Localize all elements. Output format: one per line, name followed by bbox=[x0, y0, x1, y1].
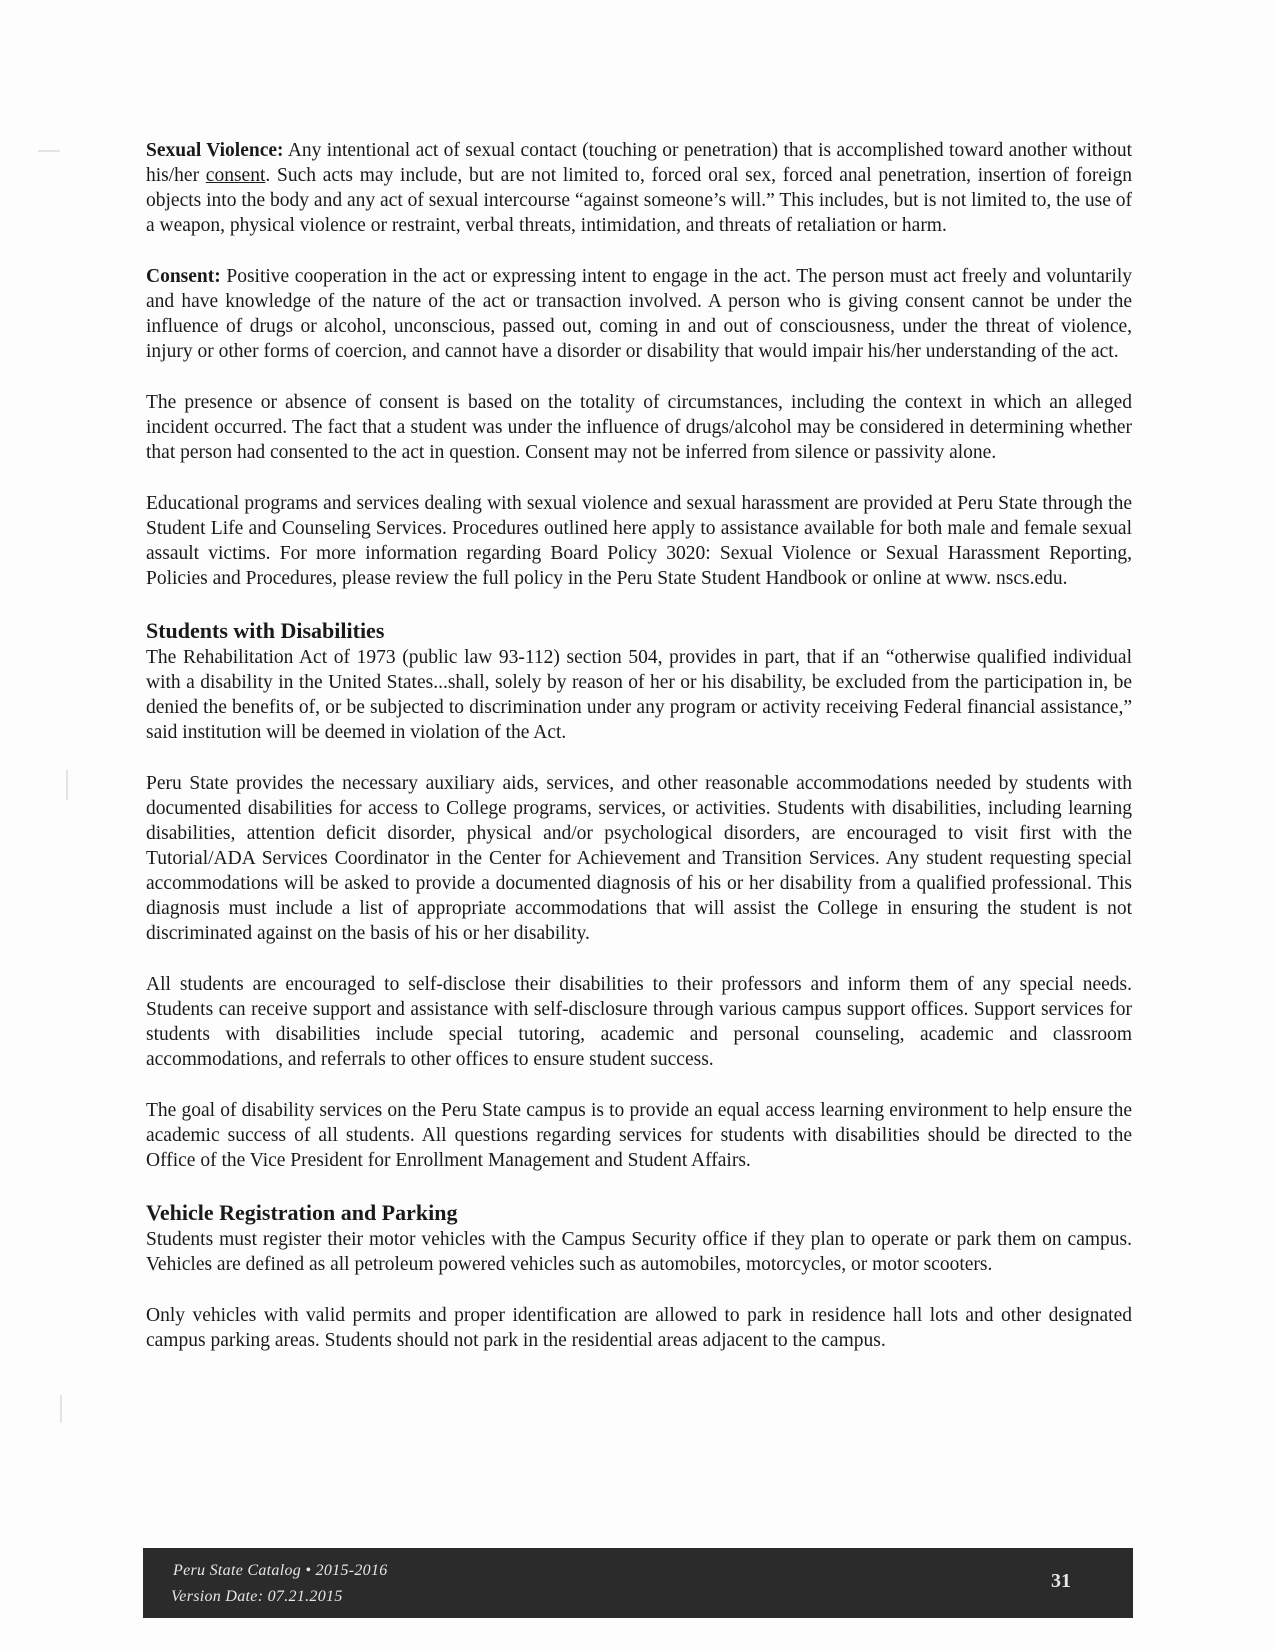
definition-text: Any intentional act of sexual contact (touching or penetration) that is accomplished toward another without his/her bbox=[146, 140, 1132, 186]
paragraph-disabilities-2: Peru State provides the necessary auxiliary aids, services, and other reasonable accommodations needed by students with documented disabilities for access to College programs, services, or activities. Students with disabilities, including learning disabilities, attention deficit disorder, physical and/or psychological disorders, are encouraged to visit first with the Tutorial/ADA Services Coordinator in the Center for Achievement and Transition Services. Any student requesting special accommodations will be asked to provide a documented diagnosis of his or her disability from a qualified professional. This diagnosis must include a list of appropriate accommodations that will assist the College in ensuring the student is not discriminated against on the basis of his or her disability. bbox=[146, 773, 1132, 944]
footer-bar bbox=[143, 1548, 1133, 1618]
consent-link[interactable]: consent bbox=[205, 165, 266, 186]
definition-text: . Such acts may include, but are not limited to, forced oral sex, forced anal penetration, insertion of foreign objects into the body and any act of sexual intercourse “against someone’s will.” This includes, but is not limited to, the use of a weapon, physical violence or restraint, verbal threats, intimidation, and threats of retaliation or harm. bbox=[146, 165, 1132, 236]
definition-sexual-violence bbox=[146, 138, 1132, 238]
paragraph-vehicles-1: Students must register their motor vehicles with the Campus Security office if they plan to operate or park them on campus. Vehicles are defined as all petroleum powered vehicles such as automobiles, motorcycles, or motor scooters. bbox=[146, 1229, 1132, 1275]
paragraph-vehicles-2: Only vehicles with valid permits and proper identification are allowed to park in residence hall lots and other designated campus parking areas. Students should not park in the residential areas adjacent to the campus. bbox=[146, 1305, 1132, 1351]
scan-artifact bbox=[60, 1395, 62, 1423]
scan-artifact bbox=[38, 150, 60, 152]
section-heading-disabilities: Students with Disabilities bbox=[146, 618, 385, 643]
page-number: 31 bbox=[1051, 1570, 1071, 1592]
definition-consent bbox=[146, 264, 1132, 364]
paragraph-disabilities-4: The goal of disability services on the Peru State campus is to provide an equal access learning environment to help ensure the academic success of all students. All questions regarding services for students with disabilities should be directed to the Office of the Vice President for Enrollment Management and Student Affairs. bbox=[146, 1100, 1132, 1171]
definition-text: Positive cooperation in the act or expressing intent to engage in the act. The person must act freely and voluntarily and have knowledge of the nature of the act or transaction involved. A person who is giving consent cannot be under the influence of drugs or alcohol, unconscious, passed out, coming in and out of consciousness, under the threat of violence, injury or other forms of coercion, and cannot have a disorder or disability that would impair his/her understanding of the act. bbox=[146, 266, 1132, 362]
scan-artifact bbox=[66, 770, 68, 800]
paragraph-disabilities-1: The Rehabilitation Act of 1973 (public law 93-112) section 504, provides in part, that if an “otherwise qualified individual with a disability in the United States...shall, solely by reason of her or his disability, be excluded from the participation in, be denied the benefits of, or be subjected to discrimination under any program or activity receiving Federal financial assistance,” said institution will be deemed in violation of the Act. bbox=[146, 647, 1132, 743]
definition-term: Sexual Violence: bbox=[146, 140, 284, 161]
page-content bbox=[146, 138, 1132, 1379]
paragraph-disabilities-3: All students are encouraged to self-disclose their disabilities to their professors and inform them of any special needs. Students can receive support and assistance with self-disclosure through various campus support offices. Support services for students with disabilities include special tutoring, academic and personal counseling, academic and classroom accommodations, and referrals to other offices to ensure student success. bbox=[146, 974, 1132, 1070]
footer-version-date: Version Date: 07.21.2015 bbox=[171, 1588, 343, 1605]
section-heading-vehicles: Vehicle Registration and Parking bbox=[146, 1200, 458, 1225]
definition-term: Consent: bbox=[146, 266, 221, 287]
paragraph-educational-programs: Educational programs and services dealing with sexual violence and sexual harassment are provided at Peru State through the Student Life and Counseling Services. Procedures outlined here apply to assistance available for both male and female sexual assault victims. For more information regarding Board Policy 3020: Sexual Violence or Sexual Harassment Reporting, Policies and Procedures, please review the full policy in the Peru State Student Handbook or online at www. nscs.edu. bbox=[146, 493, 1132, 589]
paragraph-consent-totality: The presence or absence of consent is based on the totality of circumstances, including the context in which an alleged incident occurred. The fact that a student was under the influence of drugs/alcohol may be considered in determining whether that person had consented to the act in question. Consent may not be inferred from silence or passivity alone. bbox=[146, 392, 1132, 463]
footer-catalog-title: Peru State Catalog • 2015-2016 bbox=[173, 1562, 388, 1579]
